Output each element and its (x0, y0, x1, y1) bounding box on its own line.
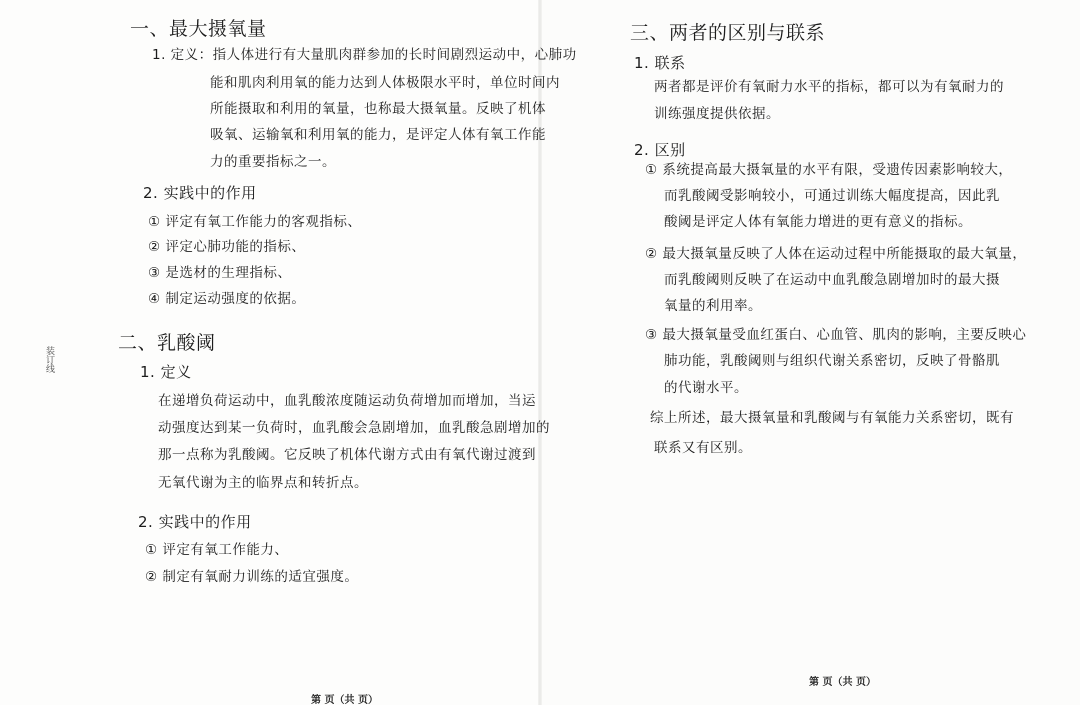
section-2-application-item: ① 评定有氧工作能力、 (145, 542, 289, 558)
section-3-difference-line: ① 系统提高最大摄氧量的水平有限，受遗传因素影响较大， (645, 162, 1013, 178)
section-3-difference-heading: 2. 区别 (634, 141, 686, 159)
section-1-application-item: ① 评定有氧工作能力的客观指标、 (148, 214, 362, 230)
section-3-relation-line: 训练强度提供依据。 (654, 106, 780, 122)
section-1-heading: 一、最大摄氧量 (130, 18, 267, 40)
section-1-definition-line: 力的重要指标之一。 (210, 154, 336, 170)
section-1-definition-line: 1. 定义：指人体进行有大量肌肉群参加的长时间剧烈运动中，心肺功 (152, 47, 577, 63)
section-3-relation-heading: 1. 联系 (634, 54, 686, 72)
section-3-difference-line: 而乳酸阈受影响较小，可通过训练大幅度提高，因此乳 (664, 188, 1000, 204)
section-3-relation-line: 两者都是评价有氧耐力水平的指标，都可以为有氧耐力的 (654, 79, 1004, 95)
section-2-definition-line: 动强度达到某一负荷时，血乳酸会急剧增加，血乳酸急剧增加的 (158, 420, 550, 436)
section-2-definition-heading: 1. 定义 (140, 363, 192, 381)
right-page-footer: 第 页（共 页） (809, 677, 876, 688)
section-3-difference-line: ③ 最大摄氧量受血红蛋白、心血管、肌肉的影响，主要反映心 (645, 327, 1027, 343)
section-3-difference-line: 而乳酸阈则反映了在运动中血乳酸急剧增加时的最大摄 (664, 272, 1000, 288)
section-2-application-item: ② 制定有氧耐力训练的适宜强度。 (145, 569, 359, 585)
section-3-difference-line: ② 最大摄氧量反映了人体在运动过程中所能摄取的最大氧量， (645, 246, 1027, 262)
section-3-heading: 三、两者的区别与联系 (630, 22, 826, 44)
section-1-definition-line: 吸氧、运输氧和利用氧的能力，是评定人体有氧工作能 (210, 127, 546, 143)
left-page-footer: 第 页（共 页） (311, 695, 378, 706)
section-3-conclusion-line: 联系又有区别。 (654, 440, 752, 456)
section-1-definition-line: 能和肌肉利用氧的能力达到人体极限水平时，单位时间内 (210, 75, 560, 91)
section-3-difference-line: 酸阈是评定人体有氧能力增进的更有意义的指标。 (664, 214, 972, 230)
section-2-definition-line: 那一点称为乳酸阈。它反映了机体代谢方式由有氧代谢过渡到 (158, 447, 536, 463)
section-2-definition-line: 无氧代谢为主的临界点和转折点。 (158, 475, 368, 491)
section-2-definition-line: 在递增负荷运动中，血乳酸浓度随运动负荷增加而增加，当运 (158, 393, 536, 409)
section-2-heading: 二、乳酸阈 (118, 332, 216, 354)
section-1-definition-line: 所能摄取和利用的氧量，也称最大摄氧量。反映了机体 (210, 101, 546, 117)
section-3-difference-line: 氧量的利用率。 (664, 298, 762, 314)
section-1-application-item: ② 评定心肺功能的指标、 (148, 239, 306, 255)
binding-line-label: 装订线 (44, 346, 54, 373)
section-1-application-heading: 2. 实践中的作用 (143, 184, 257, 202)
section-1-application-item: ③ 是选材的生理指标、 (148, 265, 292, 281)
section-1-application-item: ④ 制定运动强度的依据。 (148, 291, 306, 307)
section-2-application-heading: 2. 实践中的作用 (138, 513, 252, 531)
section-3-difference-line: 肺功能，乳酸阈则与组织代谢关系密切，反映了骨骼肌 (664, 353, 1000, 369)
section-3-difference-line: 的代谢水平。 (664, 380, 748, 396)
section-3-conclusion-line: 综上所述，最大摄氧量和乳酸阈与有氧能力关系密切，既有 (650, 410, 1014, 426)
